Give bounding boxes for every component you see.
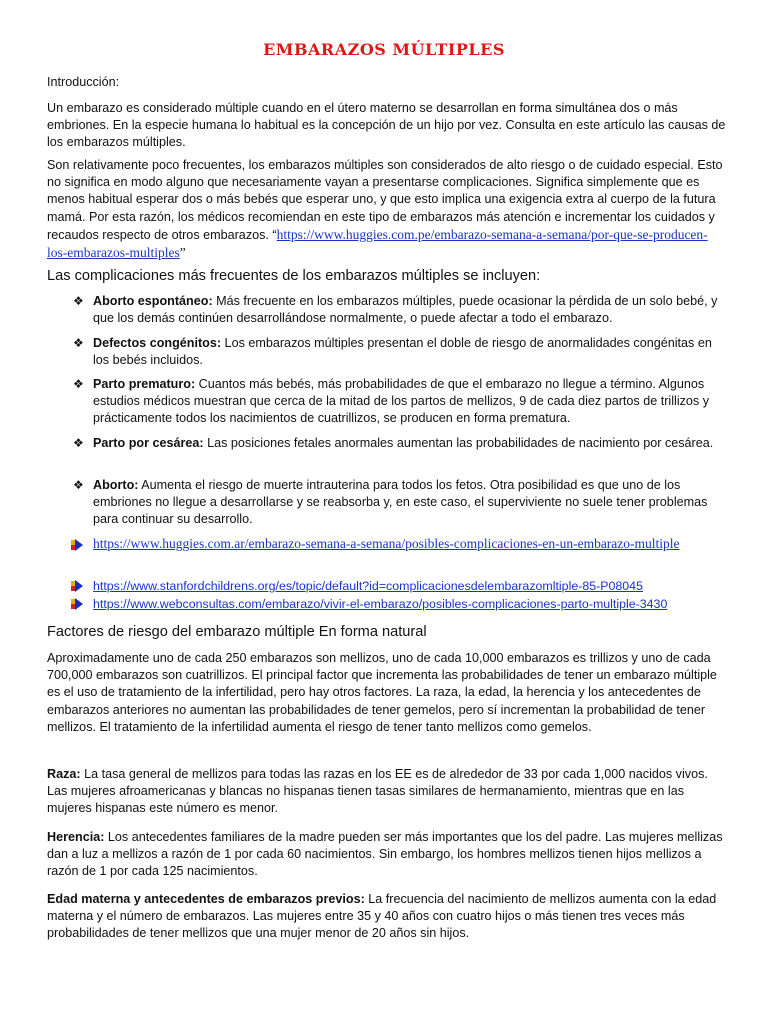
risk-heading: Factores de riesgo del embarazo múltiple En forma natural [47,624,427,640]
herencia-paragraph [47,829,727,881]
intro-paragraph-2-text: Son relativamente poco frecuentes, los embarazos múltiples son considerados de alto riesgo o de cuidado especial. Esto no significa en modo alguno que necesariamente vayan a presentarse complicaciones. Significa simplemente que es menos habitual esperar dos o más bebés que esperar uno, y que esto implica una exigencia extra al cuerpo de la futura mamá. Por esta razón, los médicos recomiendan en este tipo de embarazos más atención e incrementar los cuidados y recaudos respecto de otros embarazos. “ [47,158,723,242]
intro-heading: Introducción: [47,75,120,89]
diamond-bullet-icon: ❖ [73,336,84,350]
risk-paragraph: Aproximadamente uno de cada 250 embarazos son mellizos, uno de cada 10,000 embarazos es trillizos y uno de cada 700,000 embarazos son cuatrillizos. El principal factor que incrementa las probabilidades de tener un embarazo múltiple es el uso de tratamiento de la infertilidad, pero hay otros factores. La raza, la edad, la herencia y los antecedentes de embarazos anteriores no aumentan las probabilidades de tener gemelos, pero sí incrementan la probabilidad de tener mellizos. El tratamiento de la infertilidad aumenta el riesgo de tener tanto mellizos como gemelos. [47,651,717,734]
complication-text: Cuantos más bebés, más probabilidades de que el embarazo no llegue a término. Algunos estudios médicos muestran que cerca de la mitad de los partos de mellizos, 9 de cada diez partos de trillizos y prácticamente todos los nacimientos de cuatrillizos, se producen en forma prematura. [93,377,710,426]
diamond-bullet-icon: ❖ [73,294,84,308]
complication-text: Aumenta el riesgo de muerte intrauterina para todos los fetos. Otra posibilidad es que uno de los embriones no llegue a desarrollarse y se reabsorba y, en este caso, el superviviente no suele tener problemas para continuar su desarrollo. [93,478,708,527]
huggies-ar-link[interactable]: https://www.huggies.com.ar/embarazo-semana-a-semana/posibles-complicaciones-en-un-embarazo-multiple [93,536,680,551]
intro-paragraph-2-close: ” [179,245,186,261]
intro-paragraph-2 [47,157,727,262]
complication-term: Parto prematuro: [93,377,196,391]
raza-term: Raza: [47,767,81,781]
complication-term: Parto por cesárea: [93,436,204,450]
complication-item-aborto-espontaneo [93,293,728,327]
diamond-bullet-icon: ❖ [73,377,84,391]
complication-item-parto-cesarea [93,435,728,452]
stanford-link[interactable]: https://www.stanfordchildrens.org/es/topic/default?id=complicacionesdelembarazomltiple-85-P08045 [93,579,643,593]
complication-item-aborto [93,477,728,529]
document-title: EMBARAZOS MÚLTIPLES [263,40,505,59]
complication-text: Más frecuente en los embarazos múltiples, puede ocasionar la pérdida de un solo bebé, y que los demás continúen desarrollándose normalmente, o puede afectar a todo el embarazo. [93,294,718,326]
reference-link-1-wrapper [93,535,728,553]
complication-text: Los embarazos múltiples presentan el doble de riesgo de anormalidades congénitas en los bebés incluidos. [93,336,712,368]
arrow-bullet-icon [70,597,84,611]
huggies-pe-link[interactable]: https://www.huggies.com.pe/embarazo-semana-a-semana/por-que-se-producen-los-embarazos-multiples [47,226,708,261]
edad-term: Edad materna y antecedentes de embarazos previos: [47,892,365,906]
herencia-text: Los antecedentes familiares de la madre pueden ser más importantes que los del padre. Las mujeres mellizas dan a luz a mellizos a razón de 1 por cada 60 nacimientos. Sin embargo, los hombres mellizos tienen hijos mellizos a razón de 1 por cada 125 nacimientos. [47,830,723,879]
complication-term: Aborto espontáneo: [93,294,213,308]
complication-term: Aborto: [93,478,139,492]
edad-text: La frecuencia del nacimiento de mellizos aumenta con la edad materna y el número de embarazos. Las mujeres entre 35 y 40 años con cuatro hijos o más tienen tres veces más probabilidades de tener mellizos que una mujer menor de 20 años sin hijos. [47,892,717,941]
diamond-bullet-icon: ❖ [73,478,84,492]
diamond-bullet-icon: ❖ [73,436,84,450]
complication-item-parto-prematuro [93,376,728,428]
complication-text: Las posiciones fetales anormales aumentan las probabilidades de nacimiento por cesárea. [203,436,714,450]
arrow-bullet-icon [70,579,84,593]
raza-text: La tasa general de mellizos para todas las razas en los EE es de alrededor de 33 por cada 1,000 nacidos vivos. Las mujeres afroamericanas y blancas no hispanas tienen tasas similares de hermanamiento, mientras que en las mujeres hispanas este número es menor. [47,767,708,816]
herencia-term: Herencia: [47,830,105,844]
complication-item-defectos-congenitos [93,335,728,369]
arrow-bullet-icon [70,538,84,552]
edad-paragraph [47,891,727,943]
complication-term: Defectos congénitos: [93,336,222,350]
complications-heading: Las complicaciones más frecuentes de los embarazos múltiples se incluyen: [47,268,541,284]
reference-link-2-wrapper [93,578,753,595]
reference-link-3-wrapper [93,596,753,613]
intro-paragraph-1: Un embarazo es considerado múltiple cuando en el útero materno se desarrollan en forma simultánea dos o más embriones. En la especie humana lo habitual es la concepción de un hijo por vez. Consulta en este artículo las causas de los embarazos múltiples. [47,101,726,150]
raza-paragraph [47,766,727,818]
webconsultas-link[interactable]: https://www.webconsultas.com/embarazo/vivir-el-embarazo/posibles-complicaciones-parto-multiple-3430 [93,597,668,611]
